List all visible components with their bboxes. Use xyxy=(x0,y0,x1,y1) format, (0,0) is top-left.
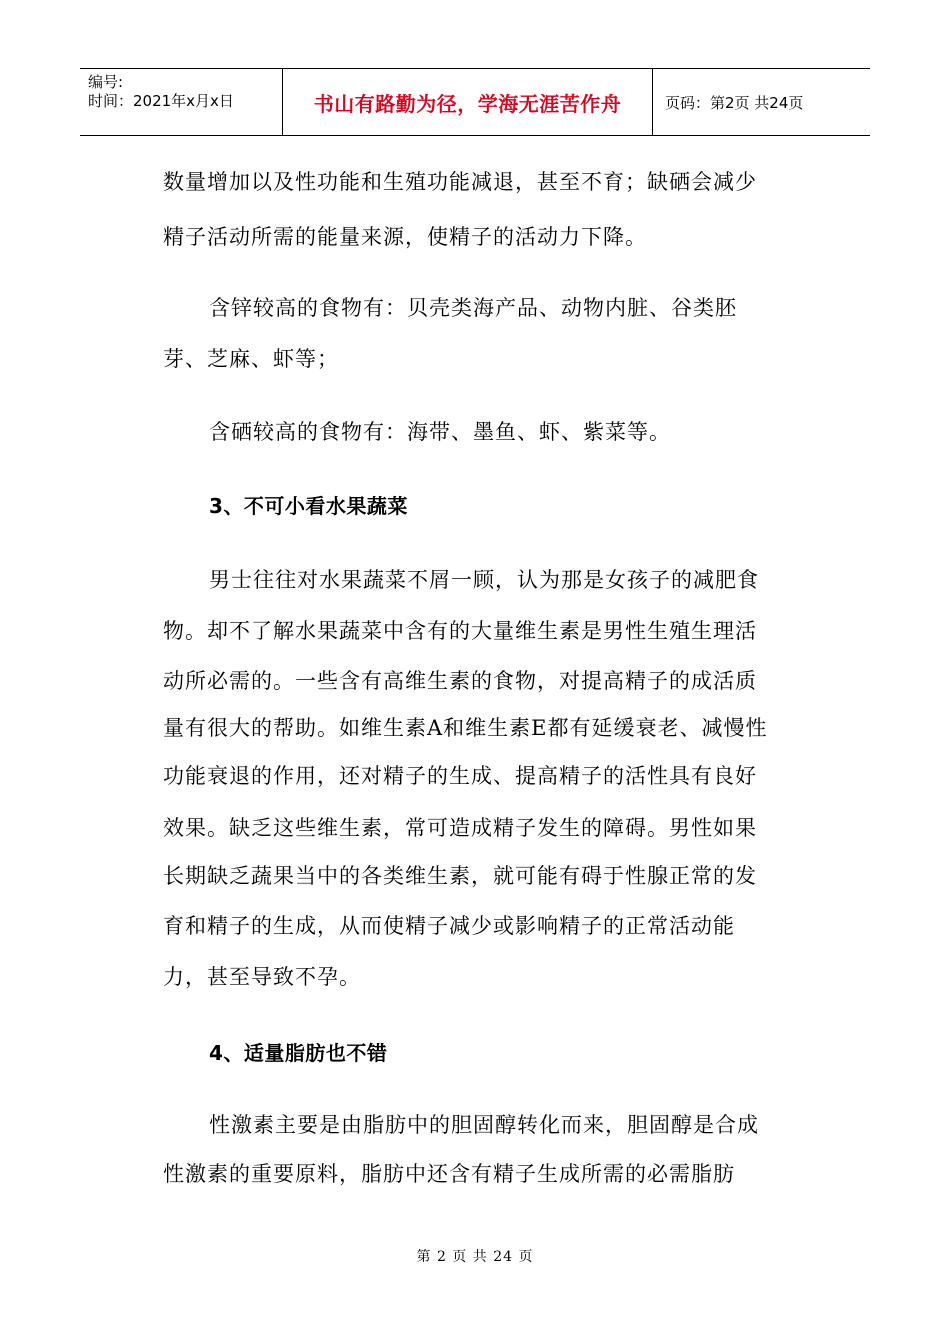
body-line: 含硒较高的食物有：海带、墨鱼、虾、紫菜等。 xyxy=(209,420,671,444)
header-meta-cell xyxy=(80,69,283,135)
document-time-label: 时间：2021年x月x日 xyxy=(88,92,234,110)
header-page-info: 页码：第2页 共24页 xyxy=(665,93,804,112)
header-motto: 书山有路勤为径，学海无涯苦作舟 xyxy=(283,69,653,135)
body-line: 数量增加以及性功能和生殖功能减退，甚至不育；缺硒会减少 xyxy=(163,170,757,194)
body-line: 男士往往对水果蔬菜不屑一顾，认为那是女孩子的减肥食 xyxy=(209,568,759,592)
page-footer: 第 2 页 共 24 页 xyxy=(416,1249,534,1265)
body-line: 功能衰退的作用，还对精子的生成、提高精子的活性具有良好 xyxy=(163,764,757,788)
body-line: 性激素主要是由脂肪中的胆固醇转化而来，胆固醇是合成 xyxy=(209,1113,759,1137)
page-header xyxy=(80,68,870,136)
body-line: 精子活动所需的能量来源，使精子的活动力下降。 xyxy=(163,225,647,249)
body-line: 育和精子的生成，从而使精子减少或影响精子的正常活动能 xyxy=(163,914,735,938)
body-line: 芽、芝麻、虾等； xyxy=(163,347,339,371)
body-line: 效果。缺乏这些维生素，常可造成精子发生的障碍。男性如果 xyxy=(163,816,757,840)
section-heading: 4、适量脂肪也不错 xyxy=(209,1041,388,1065)
body-line: 性激素的重要原料，脂肪中还含有精子生成所需的必需脂肪 xyxy=(163,1162,735,1186)
document-number-label: 编号: xyxy=(88,73,124,91)
body-line: 长期缺乏蔬果当中的各类维生素，就可能有碍于性腺正常的发 xyxy=(163,864,757,888)
body-line: 含锌较高的食物有：贝壳类海产品、动物内脏、谷类胚 xyxy=(209,296,737,320)
body-line: 动所必需的。一些含有高维生素的食物，对提高精子的成活质 xyxy=(163,669,757,693)
body-line: 力，甚至导致不孕。 xyxy=(163,965,361,989)
body-line: 物。却不了解水果蔬菜中含有的大量维生素是男性生殖生理活 xyxy=(163,619,757,643)
section-heading: 3、不可小看水果蔬菜 xyxy=(209,494,408,518)
body-line: 量有很大的帮助。如维生素A和维生素E都有延缓衰老、减慢性 xyxy=(163,716,768,740)
